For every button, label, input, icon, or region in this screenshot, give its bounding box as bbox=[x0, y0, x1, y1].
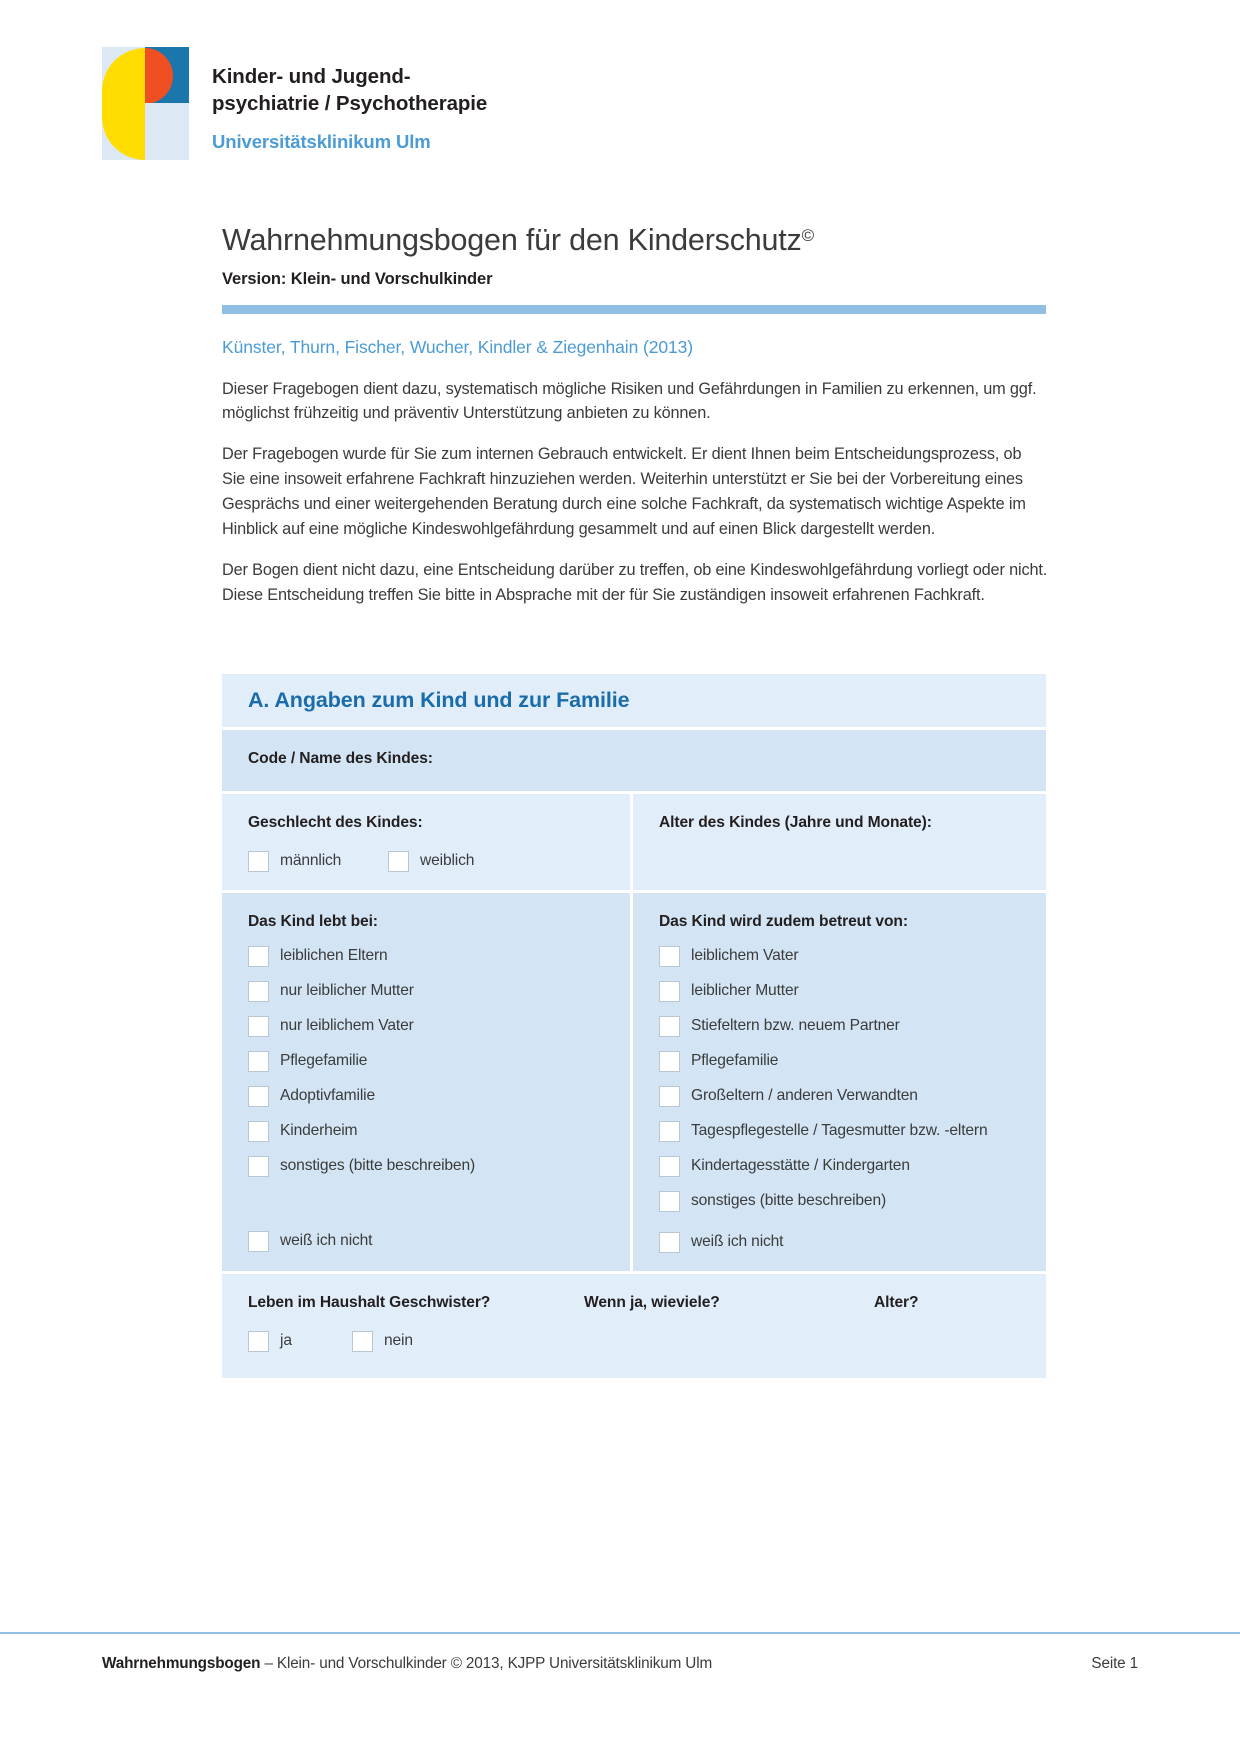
checkbox-label: Kindertagesstätte / Kindergarten bbox=[691, 1156, 910, 1174]
siblings-options bbox=[248, 1331, 584, 1352]
checkbox-box-icon[interactable] bbox=[248, 1121, 269, 1142]
logo-light-notch bbox=[145, 103, 189, 160]
lives-with-spacer bbox=[248, 1177, 630, 1231]
lives-with-label: Das Kind lebt bei: bbox=[248, 912, 378, 930]
checkbox-box-icon[interactable] bbox=[659, 1051, 680, 1072]
checkbox-cared-by-5[interactable] bbox=[659, 1121, 1046, 1142]
checkbox-label: sonstiges (bitte beschreiben) bbox=[691, 1191, 887, 1209]
checkbox-cared-by-0[interactable] bbox=[659, 946, 1046, 967]
checkbox-cared-by-6[interactable] bbox=[659, 1156, 1046, 1177]
checkbox-lives-with-3[interactable] bbox=[248, 1051, 630, 1072]
checkbox-box-icon[interactable] bbox=[248, 1016, 269, 1037]
gender-age-row bbox=[222, 791, 1046, 889]
checkbox-siblings-yes[interactable] bbox=[248, 1331, 352, 1352]
checkbox-box-icon[interactable] bbox=[248, 1231, 269, 1252]
code-name-row bbox=[222, 727, 1046, 791]
siblings-age-cell bbox=[874, 1293, 1020, 1313]
siblings-count-label: Wenn ja, wieviele? bbox=[584, 1293, 720, 1311]
footer-document-meta: – Klein- und Vorschulkinder © 2013, KJPP Universitätsklinikum Ulm bbox=[260, 1655, 713, 1672]
footer-divider bbox=[0, 1632, 1240, 1634]
checkbox-box-icon[interactable] bbox=[659, 1086, 680, 1107]
department-name-line2: psychiatrie / Psychotherapie bbox=[212, 92, 488, 116]
checkbox-gender-male[interactable] bbox=[248, 851, 388, 872]
cared-by-options bbox=[659, 946, 1046, 1212]
checkbox-box-icon[interactable] bbox=[248, 1051, 269, 1072]
checkbox-label: leiblicher Mutter bbox=[691, 981, 799, 999]
gender-cell bbox=[222, 794, 633, 889]
checkbox-box-icon[interactable] bbox=[659, 946, 680, 967]
checkbox-label: Kinderheim bbox=[280, 1121, 358, 1139]
footer-page-number: Seite 1 bbox=[1091, 1655, 1138, 1672]
living-care-row bbox=[222, 890, 1046, 1271]
checkbox-cared-by-2[interactable] bbox=[659, 1016, 1046, 1037]
checkbox-lives-with-2[interactable] bbox=[248, 1016, 630, 1037]
checkbox-label: Stiefeltern bzw. neuem Partner bbox=[691, 1016, 900, 1034]
checkbox-label: weiß ich nicht bbox=[691, 1232, 784, 1250]
cared-by-cell bbox=[633, 893, 1046, 1271]
checkbox-label: weiblich bbox=[420, 851, 475, 869]
checkbox-box-icon[interactable] bbox=[388, 851, 409, 872]
clinic-name: Universitätsklinikum Ulm bbox=[212, 131, 431, 153]
section-a bbox=[222, 674, 1046, 1378]
checkbox-box-icon[interactable] bbox=[659, 1016, 680, 1037]
siblings-age-label: Alter? bbox=[874, 1293, 919, 1311]
lives-with-options bbox=[248, 946, 630, 1177]
checkbox-lives-with-0[interactable] bbox=[248, 946, 630, 967]
siblings-row-inner bbox=[222, 1274, 1046, 1378]
checkbox-box-icon[interactable] bbox=[248, 1156, 269, 1177]
checkbox-cared-by-4[interactable] bbox=[659, 1086, 1046, 1107]
university-hospital-ulm-logo bbox=[102, 47, 189, 160]
checkbox-label: Großeltern / anderen Verwandten bbox=[691, 1086, 918, 1104]
checkbox-lives-with-6[interactable] bbox=[248, 1156, 630, 1177]
siblings-question-label: Leben im Haushalt Geschwister? bbox=[248, 1293, 491, 1311]
checkbox-box-icon[interactable] bbox=[352, 1331, 373, 1352]
cared-by-spacer bbox=[659, 1212, 1046, 1232]
checkbox-label: leiblichen Eltern bbox=[280, 946, 388, 964]
checkbox-label: nur leiblichem Vater bbox=[280, 1016, 414, 1034]
checkbox-cared-by-1[interactable] bbox=[659, 981, 1046, 1002]
checkbox-cared-by-7[interactable] bbox=[659, 1191, 1046, 1212]
checkbox-lives-with-5[interactable] bbox=[248, 1121, 630, 1142]
checkbox-box-icon[interactable] bbox=[659, 981, 680, 1002]
section-a-title: A. Angaben zum Kind und zur Familie bbox=[248, 688, 630, 712]
checkbox-label: leiblichem Vater bbox=[691, 946, 799, 964]
checkbox-label: nein bbox=[384, 1332, 413, 1350]
page-title-text: Wahrnehmungsbogen für den Kinderschutz bbox=[222, 223, 802, 257]
checkbox-label: weiß ich nicht bbox=[280, 1231, 373, 1249]
checkbox-box-icon[interactable] bbox=[248, 981, 269, 1002]
checkbox-box-icon[interactable] bbox=[659, 1156, 680, 1177]
checkbox-box-icon[interactable] bbox=[659, 1191, 680, 1212]
checkbox-lives-with-4[interactable] bbox=[248, 1086, 630, 1107]
checkbox-box-icon[interactable] bbox=[248, 946, 269, 967]
checkbox-box-icon[interactable] bbox=[248, 851, 269, 872]
checkbox-lives-with-unknown[interactable] bbox=[248, 1231, 630, 1252]
gender-options bbox=[248, 851, 630, 872]
lives-with-cell bbox=[222, 893, 633, 1271]
siblings-row bbox=[222, 1271, 1046, 1378]
siblings-count-cell bbox=[584, 1293, 874, 1313]
checkbox-gender-female[interactable] bbox=[388, 851, 474, 872]
checkbox-box-icon[interactable] bbox=[659, 1121, 680, 1142]
section-a-header bbox=[222, 674, 1046, 727]
gender-label: Geschlecht des Kindes: bbox=[248, 814, 423, 832]
checkbox-cared-by-unknown[interactable] bbox=[659, 1232, 1046, 1253]
intro-paragraph-2: Der Fragebogen wurde für Sie zum internen Gebrauch entwickelt. Er dient Ihnen beim Entscheidungsprozess, ob Sie eine insoweit erfahrene Fachkraft hinzuziehen werden. Weiterhin unterstützt er Sie bei der Vorbereitung eines Gesprächs und einer weitergehenden Beratung durch eine solche Fachkraft, da systematisch wichtige Aspekte im Hinblick auf eine mögliche Kindeswohlgefährdung gesammelt und auf einen Blick dargestellt werden. bbox=[222, 445, 1026, 538]
page-title bbox=[222, 222, 1046, 259]
copyright-superscript: © bbox=[801, 226, 814, 245]
checkbox-box-icon[interactable] bbox=[248, 1331, 269, 1352]
checkbox-cared-by-3[interactable] bbox=[659, 1051, 1046, 1072]
checkbox-lives-with-1[interactable] bbox=[248, 981, 630, 1002]
checkbox-siblings-no[interactable] bbox=[352, 1331, 413, 1352]
checkbox-label: sonstiges (bitte beschreiben) bbox=[280, 1156, 476, 1174]
code-name-label: Code / Name des Kindes: bbox=[248, 750, 433, 767]
cared-by-label: Das Kind wird zudem betreut von: bbox=[659, 912, 908, 930]
siblings-question-cell bbox=[248, 1293, 584, 1352]
header-text-block bbox=[212, 47, 487, 153]
checkbox-label: ja bbox=[280, 1332, 292, 1350]
page-footer bbox=[102, 1655, 1138, 1673]
intro-paragraph-3: Der Bogen dient nicht dazu, eine Entscheidung darüber zu treffen, ob eine Kindeswohlgefährdung vorliegt oder nicht. Diese Entscheidung treffen Sie bitte in Absprache mit der für Sie zuständigen insoweit erfahrenen Fachkraft. bbox=[222, 560, 1048, 604]
age-label: Alter des Kindes (Jahre und Monate): bbox=[659, 814, 932, 832]
intro-block bbox=[222, 336, 1048, 624]
checkbox-box-icon[interactable] bbox=[248, 1086, 269, 1107]
checkbox-label: Tagespflegestelle / Tagesmutter bzw. -eltern bbox=[691, 1121, 988, 1139]
document-header bbox=[102, 47, 487, 160]
age-cell bbox=[633, 794, 1046, 889]
department-name-line1: Kinder- und Jugend- bbox=[212, 65, 411, 88]
authors-line: Künster, Thurn, Fischer, Wucher, Kindler & Ziegenhain (2013) bbox=[222, 337, 693, 357]
checkbox-label: männlich bbox=[280, 851, 342, 869]
title-block bbox=[222, 222, 1046, 314]
checkbox-box-icon[interactable] bbox=[659, 1232, 680, 1253]
checkbox-label: Pflegefamilie bbox=[691, 1051, 779, 1069]
checkbox-label: Pflegefamilie bbox=[280, 1051, 368, 1069]
checkbox-label: nur leiblicher Mutter bbox=[280, 981, 414, 999]
footer-left-text bbox=[102, 1655, 712, 1673]
checkbox-label: Adoptivfamilie bbox=[280, 1086, 375, 1104]
intro-paragraph-1: Dieser Fragebogen dient dazu, systematisch mögliche Risiken und Gefährdungen in Familien zu erkennen, um ggf. möglichst frühzeitig und präventiv Unterstützung anbieten zu können. bbox=[222, 379, 1037, 423]
page-subtitle: Version: Klein- und Vorschulkinder bbox=[222, 269, 493, 288]
title-divider bbox=[222, 305, 1046, 314]
footer-document-title: Wahrnehmungsbogen bbox=[102, 1655, 261, 1672]
